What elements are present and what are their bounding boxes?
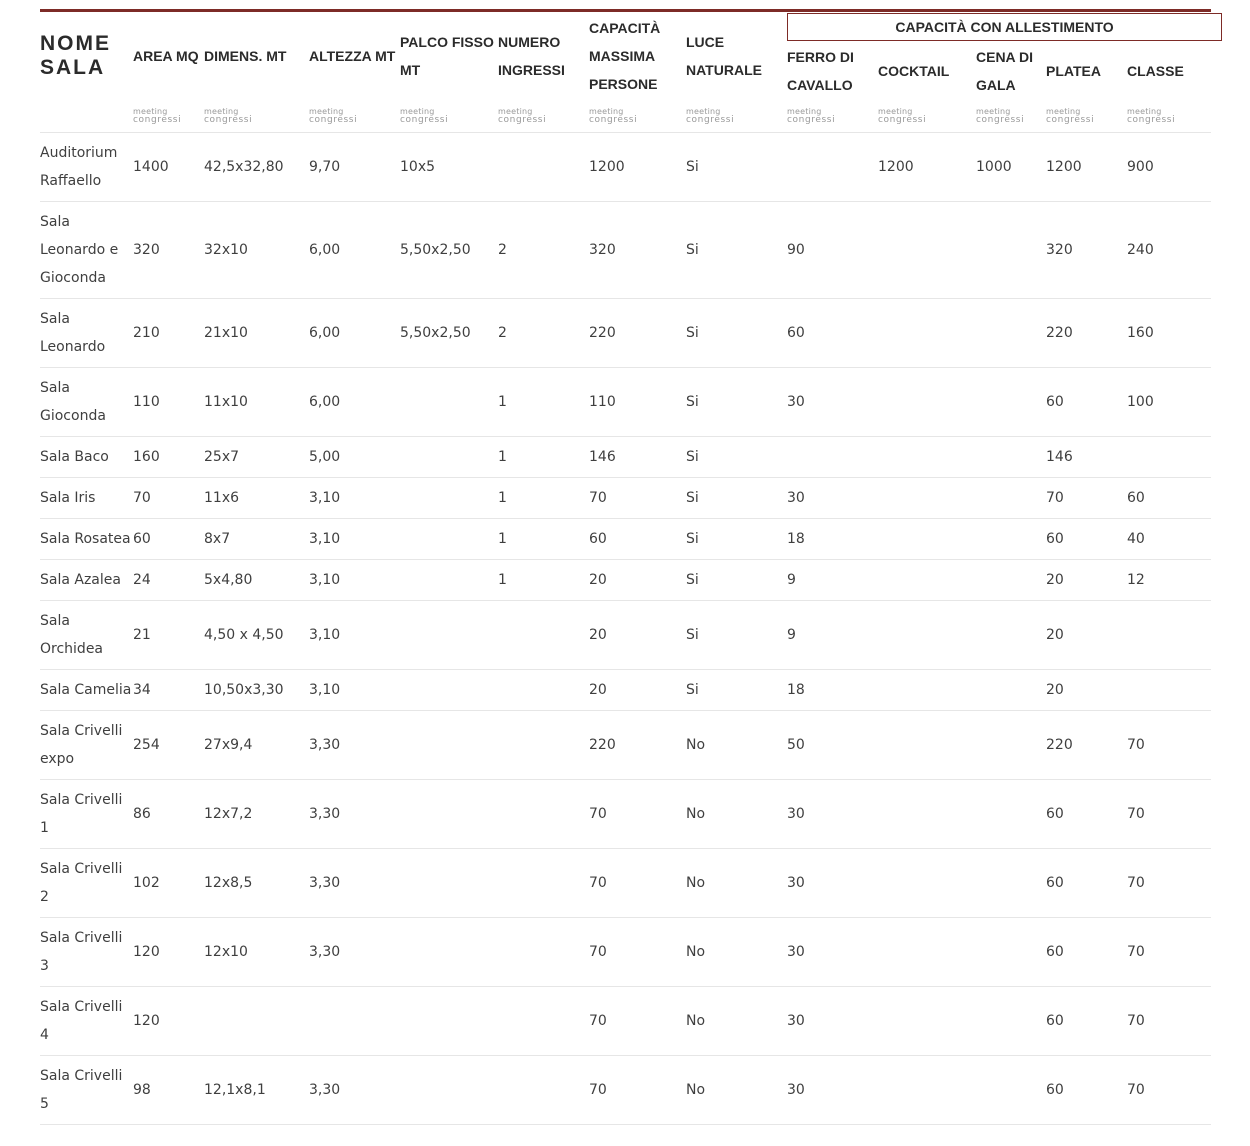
cell-entrances: [498, 987, 589, 1056]
cell-natural-light: Si: [686, 519, 787, 560]
cell-area: 102: [133, 849, 204, 918]
cell-horseshoe: 9: [787, 560, 878, 601]
column-header-room-name: [40, 12, 133, 100]
cell-room-name: Sala Azalea: [40, 560, 133, 601]
cell-cocktail: [878, 519, 976, 560]
cell-room-name: Sala Crivelli 1: [40, 780, 133, 849]
meeting-congressi-logo-cell: [1127, 100, 1211, 133]
logo-text-meeting: meeting: [400, 107, 435, 116]
meeting-congressi-logo-cell: [878, 100, 976, 133]
cell-theatre: 60: [1046, 918, 1127, 987]
cell-entrances: [498, 1056, 589, 1125]
cell-classroom: 12: [1127, 560, 1211, 601]
cell-area: 120: [133, 918, 204, 987]
cell-cocktail: [878, 437, 976, 478]
table-row: [40, 202, 1211, 299]
table-row: [40, 918, 1211, 987]
cell-theatre: 146: [1046, 437, 1127, 478]
cell-classroom: 70: [1127, 849, 1211, 918]
cell-natural-light: No: [686, 918, 787, 987]
cell-max-capacity: 70: [589, 1056, 686, 1125]
cell-entrances: [498, 849, 589, 918]
cell-dimensions: 12,1x8,1: [204, 1056, 309, 1125]
column-header-cocktail: [878, 12, 976, 100]
logo-text-meeting: meeting: [1046, 107, 1081, 116]
logo-text-meeting: meeting: [1127, 107, 1162, 116]
cell-entrances: [498, 670, 589, 711]
cell-natural-light: Si: [686, 560, 787, 601]
meeting-congressi-logo-cell: [686, 100, 787, 133]
logo-text-meeting: meeting: [686, 107, 721, 116]
table-row: [40, 299, 1211, 368]
cell-cocktail: [878, 478, 976, 519]
cell-natural-light: Si: [686, 299, 787, 368]
cell-height: 3,10: [309, 519, 400, 560]
cell-height: 6,00: [309, 299, 400, 368]
cell-room-name: Sala Crivelli expo: [40, 711, 133, 780]
cell-height: 6,00: [309, 202, 400, 299]
cell-gala-dinner: [976, 478, 1046, 519]
meeting-congressi-logo: [1127, 108, 1175, 124]
meeting-congressi-logo-cell: [1046, 100, 1127, 133]
column-header-gala-dinner: [976, 12, 1046, 100]
cell-fixed-stage: [400, 478, 498, 519]
cell-area: 254: [133, 711, 204, 780]
table-row: [40, 780, 1211, 849]
logo-text-congressi: congressi: [686, 115, 735, 125]
column-header-max-capacity: CAPACITÀ MASSIMA PERSONE: [589, 20, 661, 92]
cell-fixed-stage: [400, 918, 498, 987]
cell-dimensions: 8x7: [204, 519, 309, 560]
cell-classroom: 40: [1127, 519, 1211, 560]
cell-area: 21: [133, 601, 204, 670]
cell-horseshoe: 90: [787, 202, 878, 299]
cell-area: 120: [133, 987, 204, 1056]
table-row: [40, 478, 1211, 519]
cell-classroom: 70: [1127, 711, 1211, 780]
logo-text-congressi: congressi: [1127, 115, 1176, 125]
cell-entrances: [498, 711, 589, 780]
cell-fixed-stage: [400, 519, 498, 560]
cell-classroom: 900: [1127, 133, 1211, 202]
gala-dinner-label: CENA DI GALA: [976, 49, 1034, 93]
logo-row-empty-cell: [40, 100, 133, 133]
cell-height: 3,10: [309, 670, 400, 711]
cell-cocktail: [878, 299, 976, 368]
table-row: [40, 711, 1211, 780]
cell-dimensions: 11x10: [204, 368, 309, 437]
cell-horseshoe: 30: [787, 849, 878, 918]
cell-theatre: 60: [1046, 780, 1127, 849]
cell-horseshoe: 60: [787, 299, 878, 368]
cell-area: 210: [133, 299, 204, 368]
cell-horseshoe: [787, 133, 878, 202]
cell-gala-dinner: [976, 918, 1046, 987]
cell-fixed-stage: 5,50x2,50: [400, 299, 498, 368]
cell-entrances: 1: [498, 478, 589, 519]
cell-theatre: 60: [1046, 1056, 1127, 1125]
meeting-congressi-logo-cell: [787, 100, 878, 133]
cell-theatre: 20: [1046, 560, 1127, 601]
table-row: [40, 437, 1211, 478]
cell-height: 3,10: [309, 560, 400, 601]
cell-cocktail: [878, 560, 976, 601]
logo-text-congressi: congressi: [976, 115, 1025, 125]
cell-cocktail: [878, 1056, 976, 1125]
cell-room-name: Sala Leonardo: [40, 299, 133, 368]
cell-cocktail: [878, 780, 976, 849]
cell-fixed-stage: [400, 987, 498, 1056]
table-row: [40, 849, 1211, 918]
cell-natural-light: Si: [686, 601, 787, 670]
cell-room-name: Sala Gioconda: [40, 368, 133, 437]
cell-area: 34: [133, 670, 204, 711]
logo-row: [40, 100, 1211, 133]
cell-cocktail: [878, 601, 976, 670]
cell-horseshoe: 30: [787, 478, 878, 519]
table-row: [40, 670, 1211, 711]
cell-natural-light: No: [686, 987, 787, 1056]
cell-natural-light: Si: [686, 437, 787, 478]
logo-text-meeting: meeting: [976, 107, 1011, 116]
cell-room-name: Sala Orchidea: [40, 601, 133, 670]
cell-area: 98: [133, 1056, 204, 1125]
cell-height: [309, 987, 400, 1056]
cell-cocktail: [878, 368, 976, 437]
cell-max-capacity: 70: [589, 987, 686, 1056]
cell-room-name: Auditorium Raffaello: [40, 133, 133, 202]
meeting-congressi-logo: [204, 108, 252, 124]
logo-text-meeting: meeting: [133, 107, 168, 116]
cell-area: 60: [133, 519, 204, 560]
cell-classroom: [1127, 437, 1211, 478]
meeting-congressi-logo: [787, 108, 835, 124]
cell-max-capacity: 70: [589, 478, 686, 519]
cell-horseshoe: 30: [787, 780, 878, 849]
cell-dimensions: [204, 987, 309, 1056]
meeting-congressi-logo: [309, 108, 357, 124]
cell-cocktail: [878, 849, 976, 918]
cell-entrances: 2: [498, 202, 589, 299]
meeting-congressi-logo-cell: [309, 100, 400, 133]
meeting-congressi-logo: [976, 108, 1024, 124]
logo-text-congressi: congressi: [589, 115, 638, 125]
cell-area: 160: [133, 437, 204, 478]
cell-max-capacity: 20: [589, 670, 686, 711]
meeting-congressi-logo: [1046, 108, 1094, 124]
cell-fixed-stage: [400, 711, 498, 780]
cell-theatre: 60: [1046, 519, 1127, 560]
table-row: [40, 987, 1211, 1056]
cell-theatre: 20: [1046, 601, 1127, 670]
cell-dimensions: 21x10: [204, 299, 309, 368]
cell-height: 3,30: [309, 918, 400, 987]
cell-area: 1400: [133, 133, 204, 202]
cell-cocktail: [878, 918, 976, 987]
room-name-header-line2: SALA: [40, 56, 106, 79]
meeting-congressi-logo: [400, 108, 448, 124]
meeting-congressi-logo: [686, 108, 734, 124]
cell-horseshoe: 18: [787, 519, 878, 560]
cell-fixed-stage: [400, 368, 498, 437]
cell-natural-light: Si: [686, 670, 787, 711]
meeting-congressi-logo-cell: [498, 100, 589, 133]
cell-dimensions: 4,50 x 4,50: [204, 601, 309, 670]
table-row: [40, 133, 1211, 202]
cell-entrances: [498, 133, 589, 202]
cell-gala-dinner: [976, 560, 1046, 601]
cell-max-capacity: 70: [589, 780, 686, 849]
cell-natural-light: No: [686, 711, 787, 780]
cell-natural-light: No: [686, 849, 787, 918]
meeting-congressi-logo: [498, 108, 546, 124]
cell-fixed-stage: [400, 437, 498, 478]
cell-dimensions: 42,5x32,80: [204, 133, 309, 202]
logo-text-congressi: congressi: [498, 115, 547, 125]
logo-text-meeting: meeting: [309, 107, 344, 116]
cell-entrances: [498, 780, 589, 849]
cell-cocktail: [878, 202, 976, 299]
cell-room-name: Sala Baco: [40, 437, 133, 478]
rooms-table: [40, 12, 1211, 1125]
cell-room-name: Sala Iris: [40, 478, 133, 519]
logo-text-congressi: congressi: [1046, 115, 1095, 125]
cell-height: 3,10: [309, 601, 400, 670]
cell-height: 9,70: [309, 133, 400, 202]
cell-room-name: Sala Crivelli 3: [40, 918, 133, 987]
cell-horseshoe: 18: [787, 670, 878, 711]
cell-room-name: Sala Crivelli 5: [40, 1056, 133, 1125]
cell-theatre: 220: [1046, 299, 1127, 368]
cell-gala-dinner: [976, 849, 1046, 918]
classroom-label: CLASSE: [1127, 63, 1184, 79]
meeting-congressi-logo-cell: [204, 100, 309, 133]
cell-horseshoe: 30: [787, 918, 878, 987]
cell-area: 86: [133, 780, 204, 849]
cell-max-capacity: 60: [589, 519, 686, 560]
cell-classroom: 70: [1127, 987, 1211, 1056]
cell-gala-dinner: [976, 437, 1046, 478]
cell-theatre: 320: [1046, 202, 1127, 299]
cell-theatre: 70: [1046, 478, 1127, 519]
column-header-dimensions: DIMENS. MT: [204, 48, 287, 64]
cell-natural-light: Si: [686, 202, 787, 299]
cell-natural-light: No: [686, 780, 787, 849]
cell-classroom: 160: [1127, 299, 1211, 368]
cell-area: 70: [133, 478, 204, 519]
cell-cocktail: [878, 987, 976, 1056]
cell-gala-dinner: 1000: [976, 133, 1046, 202]
cell-max-capacity: 146: [589, 437, 686, 478]
cell-classroom: 70: [1127, 918, 1211, 987]
logo-text-meeting: meeting: [204, 107, 239, 116]
table-row: [40, 368, 1211, 437]
cell-gala-dinner: [976, 987, 1046, 1056]
column-header-entrances: NUMERO INGRESSI: [498, 34, 565, 78]
cell-height: 3,10: [309, 478, 400, 519]
cell-natural-light: No: [686, 1056, 787, 1125]
column-header-fixed-stage: PALCO FISSO MT: [400, 34, 494, 78]
cell-max-capacity: 220: [589, 711, 686, 780]
cell-entrances: 1: [498, 519, 589, 560]
cell-horseshoe: 9: [787, 601, 878, 670]
cell-gala-dinner: [976, 601, 1046, 670]
cell-height: 3,30: [309, 849, 400, 918]
meeting-congressi-logo: [878, 108, 926, 124]
cell-fixed-stage: [400, 849, 498, 918]
capacity-setup-group-header: CAPACITÀ CON ALLESTIMENTO: [787, 13, 1222, 41]
cell-theatre: 220: [1046, 711, 1127, 780]
column-header-theatre: [1046, 12, 1127, 100]
cell-classroom: 60: [1127, 478, 1211, 519]
cell-max-capacity: 20: [589, 560, 686, 601]
horseshoe-label: FERRO DI CAVALLO: [787, 49, 854, 93]
logo-text-congressi: congressi: [309, 115, 358, 125]
cell-dimensions: 12x10: [204, 918, 309, 987]
cell-cocktail: [878, 670, 976, 711]
cell-gala-dinner: [976, 202, 1046, 299]
cell-entrances: 2: [498, 299, 589, 368]
cell-max-capacity: 1200: [589, 133, 686, 202]
column-header-area: AREA MQ: [133, 48, 199, 64]
cell-fixed-stage: [400, 601, 498, 670]
cell-cocktail: [878, 711, 976, 780]
cell-max-capacity: 320: [589, 202, 686, 299]
cell-gala-dinner: [976, 780, 1046, 849]
meeting-congressi-logo: [589, 108, 637, 124]
cell-entrances: [498, 918, 589, 987]
cell-gala-dinner: [976, 299, 1046, 368]
logo-text-meeting: meeting: [498, 107, 533, 116]
logo-text-meeting: meeting: [589, 107, 624, 116]
meeting-congressi-logo-cell: [589, 100, 686, 133]
cell-cocktail: 1200: [878, 133, 976, 202]
cell-gala-dinner: [976, 519, 1046, 560]
cell-max-capacity: 110: [589, 368, 686, 437]
cell-natural-light: Si: [686, 478, 787, 519]
cell-theatre: 60: [1046, 849, 1127, 918]
cell-fixed-stage: [400, 670, 498, 711]
cell-dimensions: 12x8,5: [204, 849, 309, 918]
cell-theatre: 60: [1046, 987, 1127, 1056]
cell-dimensions: 12x7,2: [204, 780, 309, 849]
cell-gala-dinner: [976, 368, 1046, 437]
room-name-header-line1: NOME: [40, 32, 111, 55]
logo-text-meeting: meeting: [787, 107, 822, 116]
cell-room-name: Sala Rosatea: [40, 519, 133, 560]
cell-room-name: Sala Leonardo e Gioconda: [40, 202, 133, 299]
cell-theatre: 1200: [1046, 133, 1127, 202]
cell-max-capacity: 220: [589, 299, 686, 368]
cell-room-name: Sala Crivelli 4: [40, 987, 133, 1056]
cell-dimensions: 5x4,80: [204, 560, 309, 601]
column-header-classroom: [1127, 12, 1211, 100]
logo-text-congressi: congressi: [204, 115, 253, 125]
cell-height: 3,30: [309, 780, 400, 849]
cell-gala-dinner: [976, 670, 1046, 711]
table-row: [40, 519, 1211, 560]
cell-fixed-stage: [400, 780, 498, 849]
cell-dimensions: 27x9,4: [204, 711, 309, 780]
meeting-congressi-logo: [133, 108, 181, 124]
cell-classroom: 100: [1127, 368, 1211, 437]
cell-entrances: [498, 601, 589, 670]
cell-horseshoe: 30: [787, 987, 878, 1056]
table-body: [40, 133, 1211, 1125]
cell-entrances: 1: [498, 437, 589, 478]
rooms-table-container: [40, 9, 1211, 1125]
logo-text-congressi: congressi: [787, 115, 836, 125]
cell-area: 110: [133, 368, 204, 437]
cell-horseshoe: 50: [787, 711, 878, 780]
cell-max-capacity: 70: [589, 849, 686, 918]
cell-horseshoe: [787, 437, 878, 478]
meeting-congressi-logo-cell: [133, 100, 204, 133]
table-row: [40, 560, 1211, 601]
cell-dimensions: 11x6: [204, 478, 309, 519]
cell-height: 5,00: [309, 437, 400, 478]
cell-room-name: Sala Camelia: [40, 670, 133, 711]
cell-gala-dinner: [976, 1056, 1046, 1125]
cell-fixed-stage: [400, 1056, 498, 1125]
cell-dimensions: 32x10: [204, 202, 309, 299]
cell-theatre: 20: [1046, 670, 1127, 711]
cell-classroom: 70: [1127, 780, 1211, 849]
cell-classroom: 240: [1127, 202, 1211, 299]
cell-dimensions: 10,50x3,30: [204, 670, 309, 711]
cell-fixed-stage: [400, 560, 498, 601]
cell-gala-dinner: [976, 711, 1046, 780]
cell-horseshoe: 30: [787, 1056, 878, 1125]
cell-room-name: Sala Crivelli 2: [40, 849, 133, 918]
logo-text-congressi: congressi: [133, 115, 182, 125]
cell-classroom: [1127, 670, 1211, 711]
header-row: [40, 12, 1211, 100]
cell-natural-light: Si: [686, 133, 787, 202]
cell-entrances: 1: [498, 560, 589, 601]
cell-dimensions: 25x7: [204, 437, 309, 478]
column-header-natural-light: LUCE NATURALE: [686, 34, 762, 78]
table-row: [40, 1056, 1211, 1125]
cell-max-capacity: 70: [589, 918, 686, 987]
cell-horseshoe: 30: [787, 368, 878, 437]
logo-text-congressi: congressi: [878, 115, 927, 125]
cocktail-label: COCKTAIL: [878, 63, 950, 79]
cell-entrances: 1: [498, 368, 589, 437]
meeting-congressi-logo-cell: [400, 100, 498, 133]
cell-height: 3,30: [309, 1056, 400, 1125]
cell-max-capacity: 20: [589, 601, 686, 670]
cell-height: 6,00: [309, 368, 400, 437]
meeting-congressi-logo-cell: [976, 100, 1046, 133]
cell-natural-light: Si: [686, 368, 787, 437]
cell-height: 3,30: [309, 711, 400, 780]
table-row: [40, 601, 1211, 670]
logo-text-meeting: meeting: [878, 107, 913, 116]
column-header-height: ALTEZZA MT: [309, 48, 396, 64]
cell-area: 320: [133, 202, 204, 299]
cell-classroom: [1127, 601, 1211, 670]
logo-text-congressi: congressi: [400, 115, 449, 125]
cell-fixed-stage: 10x5: [400, 133, 498, 202]
cell-area: 24: [133, 560, 204, 601]
cell-theatre: 60: [1046, 368, 1127, 437]
cell-classroom: 70: [1127, 1056, 1211, 1125]
theatre-label: PLATEA: [1046, 63, 1101, 79]
cell-fixed-stage: 5,50x2,50: [400, 202, 498, 299]
